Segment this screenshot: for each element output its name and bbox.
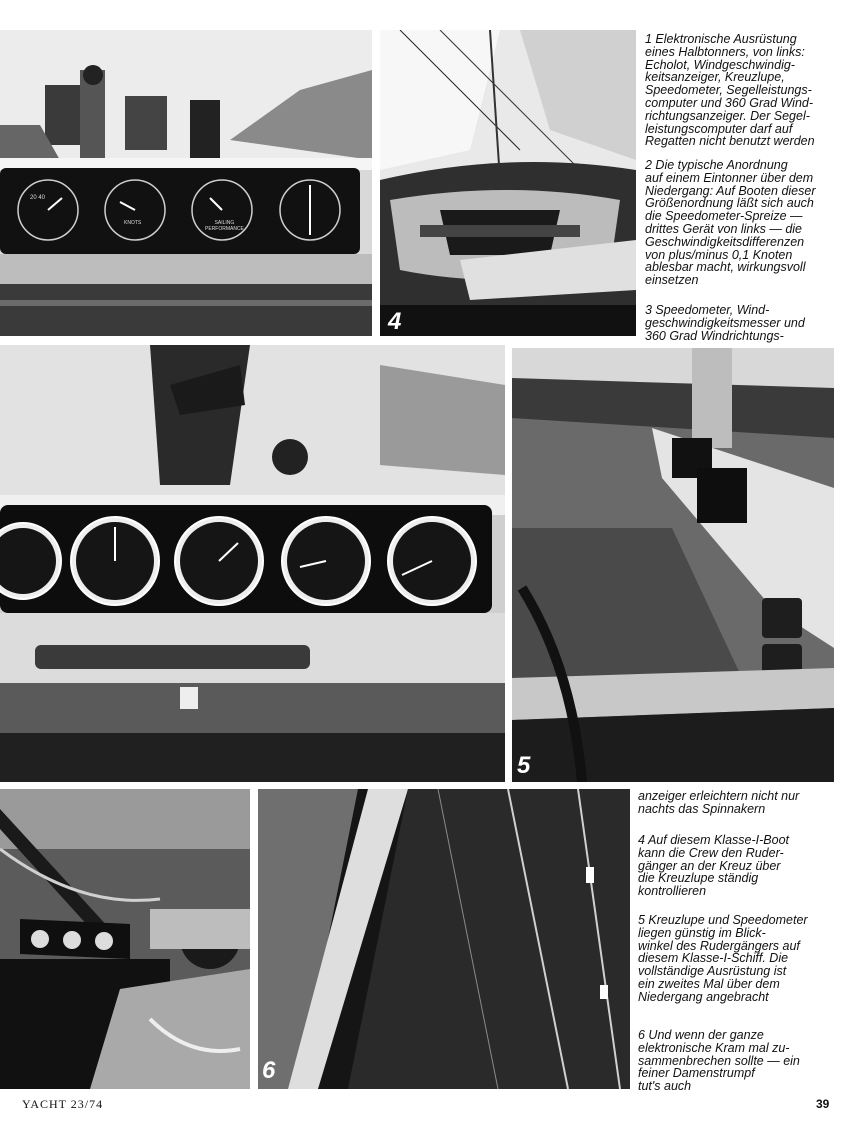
dial-label-knots: KNOTS	[124, 220, 142, 226]
dial-label-depth: 20 40	[30, 195, 46, 201]
photo-number-4: 4	[388, 308, 402, 335]
caption-3-part-2: anzeiger erleichtern nicht nur nachts das Spinnakern	[638, 789, 800, 816]
magazine-issue: YACHT 23/74	[22, 1097, 104, 1111]
photo-number-5: 5	[517, 752, 531, 779]
photo-3-deck-instruments	[0, 789, 250, 1089]
caption-5: 5 Kreuzlupe und Speedometer liegen günstig im Blick- winkel des Rudergängers auf diesem Klasse-I-Schiff. Die vollständige Ausrüstung ist ein zweites Mal über dem Niedergang angebracht	[638, 913, 808, 1004]
caption-2: 2 Die typische Anordnung auf einem Eintonner über dem Niedergang: Auf Booten dieser Größenordnung läßt sich auch die Speedometer-Spreize — drittes Gerät von links — die Geschwindigkeitsdifferenzen von plus/minus 0,1 Knoten ablesbar macht, wirkungsvoll einsetzen	[645, 158, 816, 288]
caption-6: 6 Und wenn der ganze elektronische Kram mal zu- sammenbrechen sollte — ein feiner Damenstrumpf tut's auch	[638, 1028, 800, 1094]
page-number: 39	[816, 1097, 830, 1111]
photo-1-instrument-panel	[0, 30, 372, 336]
caption-4: 4 Auf diesem Klasse-I-Boot kann die Crew den Ruder- gänger an der Kreuz über die Kreuzlupe ständig kontrollieren	[638, 833, 789, 899]
caption-1: 1 Elektronische Ausrüstung eines Halbtonners, von links: Echolot, Windgeschwindig- keitsanzeiger, Kreuzlupe, Speedometer, Segelleistungs- computer und 360 Grad Wind- richtungsanzeiger. Der Segel- leistungscomputer darf auf Regatten nicht benutzt werden	[645, 32, 815, 149]
dial-label-sailing-performance: SAILING PERFORMANCE	[205, 220, 244, 232]
photo-6-stocking-shroud	[258, 789, 630, 1089]
photo-2-instrument-panel	[0, 345, 505, 782]
caption-3-part-1: 3 Speedometer, Wind- geschwindigkeitsmesser und 360 Grad Windrichtungs-	[645, 303, 805, 343]
photo-4-klasse-i-boot	[380, 30, 636, 336]
photo-number-6: 6	[262, 1057, 276, 1084]
photo-5-cockpit	[512, 348, 834, 782]
